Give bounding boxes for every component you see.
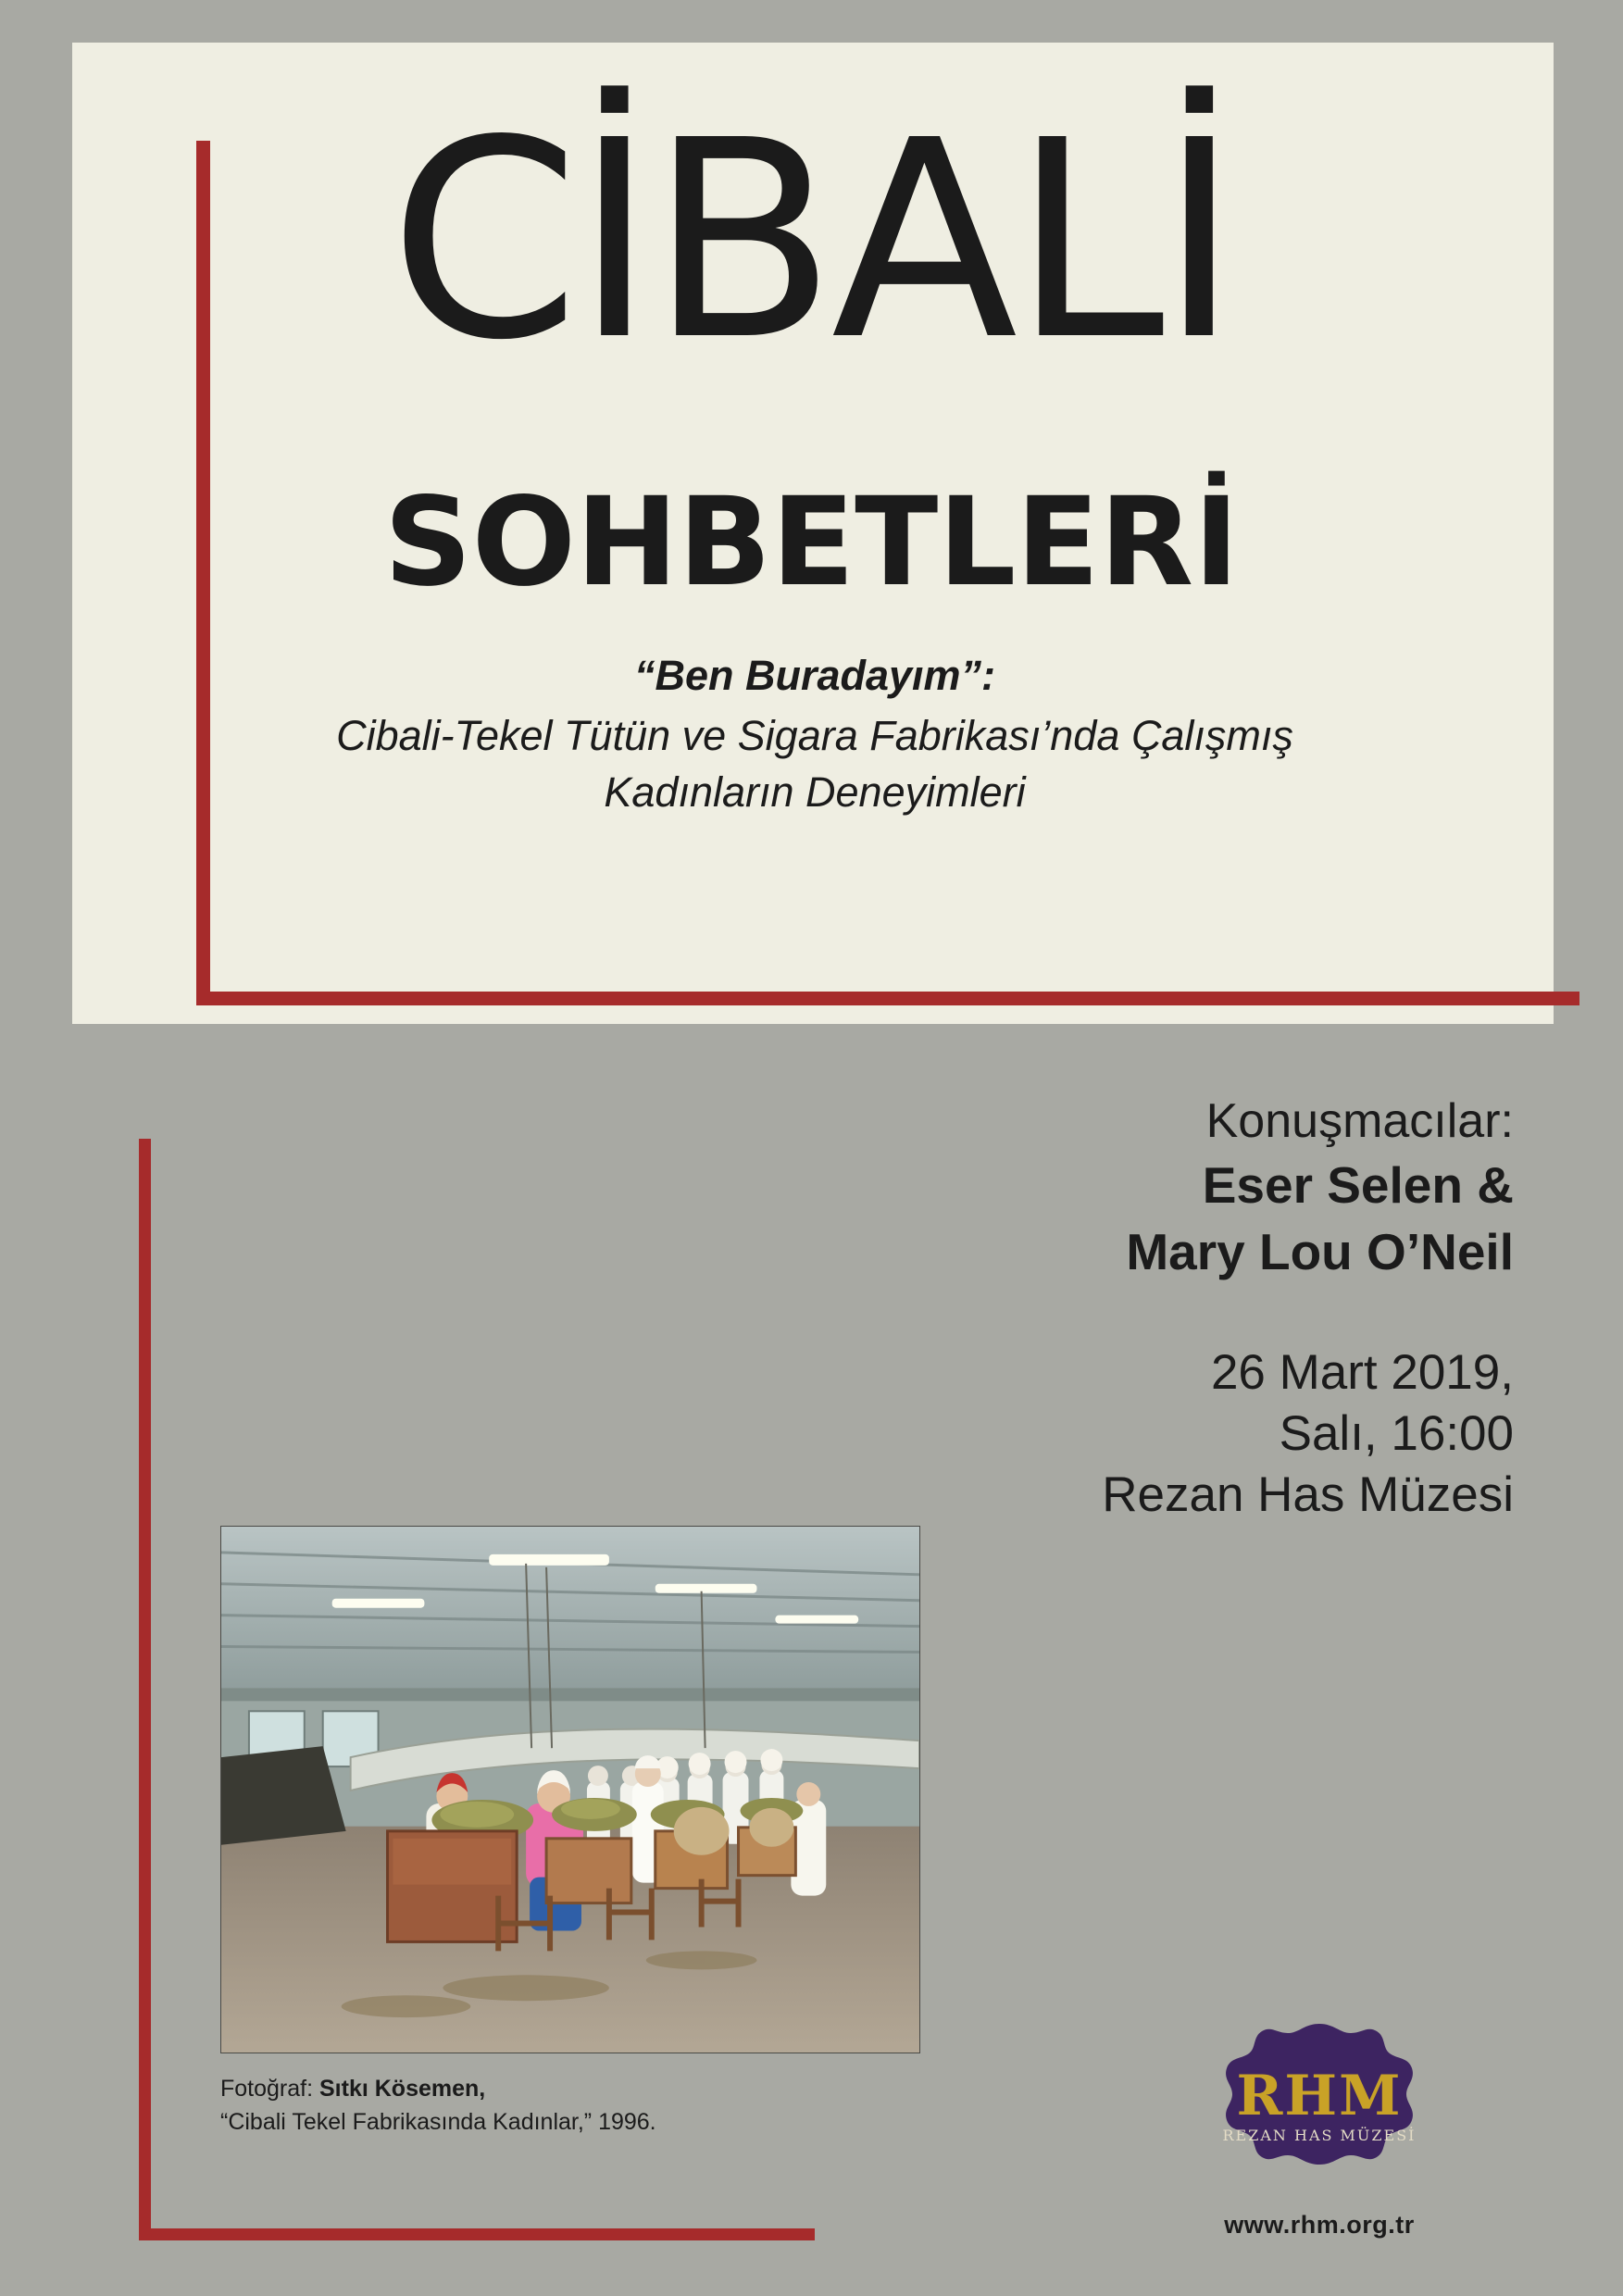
website-url[interactable]: www.rhm.org.tr [1224, 2211, 1415, 2239]
talk-subtitle-block [167, 648, 1463, 820]
speakers-label: Konuşmacılar: [1205, 1094, 1514, 1148]
photo-caption-line-1 [220, 2072, 980, 2105]
svg-text:RHM: RHM [1236, 2064, 1403, 2128]
archival-photo [220, 1526, 920, 2053]
museum-logo-block [1125, 2018, 1514, 2240]
talk-title-line-2: Kadınların Deneyimleri [604, 767, 1026, 816]
event-venue: Rezan Has Müzesi [1102, 1467, 1514, 1523]
rhm-logo-icon [1180, 2018, 1458, 2194]
photo-caption-line-2: “Cibali Tekel Fabrikasında Kadınlar,” 1996. [220, 2109, 656, 2136]
page-subtitle: SOHBETLERİ [383, 471, 1240, 614]
event-details [680, 1092, 1514, 1526]
event-time: Salı, 16:00 [1279, 1405, 1514, 1461]
talk-title-line-1: Cibali-Tekel Tütün ve Sigara Fabrikası’nda Çalışmış [336, 711, 1293, 759]
photo-caption [220, 2072, 980, 2140]
page-title: CİBALİ [389, 81, 1234, 400]
talk-title-quote: “Ben Buradayım”: [633, 652, 996, 699]
photo-credit-label: Fotoğraf: [220, 2076, 319, 2102]
speaker-name-2: Mary Lou O’Neil [1126, 1222, 1514, 1280]
speaker-name-1: Eser Selen & [1202, 1156, 1514, 1215]
svg-text:REZAN HAS MÜZESİ: REZAN HAS MÜZESİ [1222, 2127, 1417, 2144]
rhm-logo [1180, 2018, 1458, 2194]
photo-credit-name: Sıtkı Kösemen, [319, 2076, 486, 2102]
event-date: 26 Mart 2019, [1210, 1344, 1514, 1400]
factory-women-photo-illustration [221, 1527, 919, 2053]
